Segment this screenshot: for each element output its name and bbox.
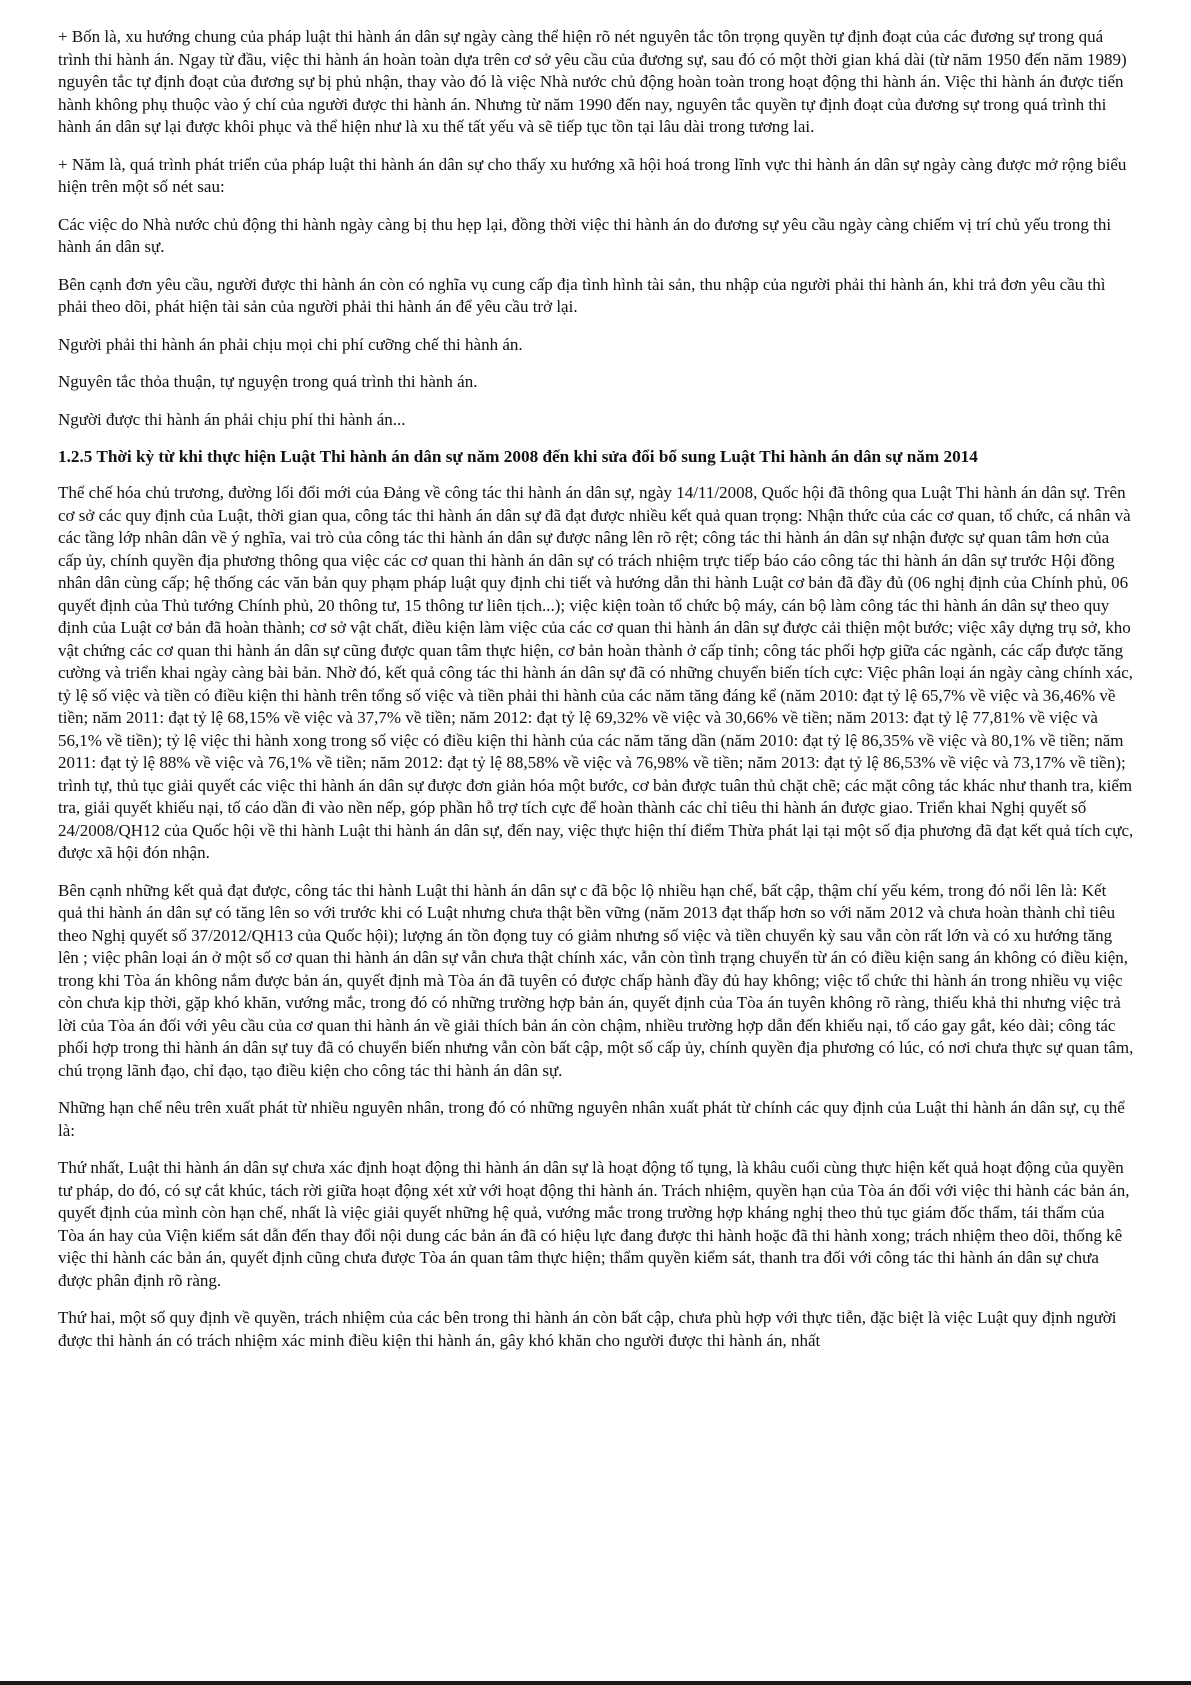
paragraph-enforcement-fee: Người được thi hành án phải chịu phí thi hành án... (58, 409, 406, 429)
paragraph-state-enforcement: Các việc do Nhà nước chủ động thi hành ngày càng bị thu hẹp lại, đồng thời việc thi hành án do đương sự yêu cầu ngày càng chiếm vị trí chủ yếu trong thi hành án dân sự. (58, 214, 1112, 256)
paragraph-request-obligation: Bên cạnh đơn yêu cầu, người được thi hành án còn có nghĩa vụ cung cấp địa tình hình tài sản, thu nhập của người phải thi hành án, khi trả đơn yêu cầu thì phải theo dõi, phát hiện tài sản của người phải thi hành án để yêu cầu trở lại. (58, 274, 1106, 316)
paragraph-law-2008-results: Thể chế hóa chủ trương, đường lối đổi mới của Đảng về công tác thi hành án dân sự, ngày 14/11/2008, Quốc hội đã thông qua Luật Thi hành án dân sự. Trên cơ sở các quy định của Luật, thời gian qua, công tác thi hành án dân sự đã đạt được nhiều kết quả quan trọng: Nhận thức của các cơ quan, tổ chức, cá nhân và các tầng lớp nhân dân về ý nghĩa, vai trò của công tác thi hành án dân sự được nâng lên rõ rệt; công tác thi hành án dân sự nhận được sự quan tâm hơn của cấp ủy, chính quyền địa phương thông qua việc các cơ quan thi hành án dân sự có trách nhiệm trực tiếp báo cáo công tác thi hành án dân sự trước Hội đồng nhân dân cùng cấp; hệ thống các văn bản quy phạm pháp luật quy định chi tiết và hướng dẫn thi hành Luật cơ bản đã đầy đủ (06 nghị định của Chính phủ, 06 quyết định của Thủ tướng Chính phủ, 20 thông tư, 15 thông tư liên tịch...); việc kiện toàn tổ chức bộ máy, cán bộ làm công tác thi hành án dân sự theo quy định của Luật cơ bản đã hoàn thành; cơ sở vật chất, điều kiện làm việc của các cơ quan thi hành án dân sự được cải thiện một bước; việc xây dựng trụ sở, kho vật chứng các cơ quan thi hành án dân sự cũng được quan tâm thực hiện, cơ bản hoàn thành ở cấp tỉnh; công tác phối hợp giữa các ngành, các cấp được tăng cường và triển khai ngày càng bài bản. Nhờ đó, kết quả công tác thi hành án dân sự đã có những chuyển biến tích cực: Việc phân loại án ngày càng chính xác, tỷ lệ số việc và tiền có điều kiện thi hành trên tổng số việc và tiền phải thi hành của các năm tăng đáng kể (năm 2010: đạt tỷ lệ 65,7% về việc và 36,46% về tiền; năm 2011: đạt tỷ lệ 68,15% về việc và 37,7% về tiền; năm 2012: đạt tỷ lệ 69,32% về việc và 30,66% về tiền; năm 2013: đạt tỷ lệ 77,81% về việc và 56,1% về tiền); tỷ lệ việc thi hành xong trong số việc có điều kiện thi hành của các năm tăng dần (năm 2010: đạt tỷ lệ 86,35% về việc và 80,1% về tiền; năm 2011: đạt tỷ lệ 88% về việc và 76,1% về tiền; năm 2012: đạt tỷ lệ 88,58% về việc và 76,98% về tiền; năm 2013: đạt tỷ lệ 86,53% về việc và 73,17% về tiền); trình tự, thủ tục giải quyết các việc thi hành án dân sự được đơn giản hóa một bước, cơ bản được tuân thủ chặt chẽ; các mặt công tác khác như thanh tra, kiểm tra, giải quyết khiếu nại, tố cáo dần đi vào nền nếp, góp phần hỗ trợ tích cực để hoàn thành các chỉ tiêu thi hành án được giao. Triển khai Nghị quyết số 24/2008/QH12 của Quốc hội về thi hành Luật thi hành án dân sự, đến nay, việc thực hiện thí điểm Thừa phát lại tại một số địa phương đã đạt kết quả tích cực, được xã hội đón nhận. (58, 483, 1134, 862)
paragraph-second-cause: Thứ hai, một số quy định về quyền, trách nhiệm của các bên trong thi hành án còn bất cập, chưa phù hợp với thực tiễn, đặc biệt là việc Luật quy định người được thi hành án có trách nhiệm xác minh điều kiện thi hành án, gây khó khăn cho người được thi hành án, nhất (58, 1308, 1117, 1350)
paragraph-causes: Những hạn chế nêu trên xuất phát từ nhiều nguyên nhân, trong đó có những nguyên nhân xuất phát từ chính các quy định của Luật thi hành án dân sự, cụ thể là: (58, 1098, 1125, 1140)
paragraph-fourth-trend: + Bốn là, xu hướng chung của pháp luật thi hành án dân sự ngày càng thể hiện rõ nét nguyên tắc tôn trọng quyền tự định đoạt của các đương sự trong quá trình thi hành án. Ngay từ đầu, việc thi hành án hoàn toàn dựa trên cơ sở yêu cầu của đương sự, sau đó có một thời gian khá dài (từ năm 1950 đến năm 1989) nguyên tắc tự định đoạt của đương sự bị phủ nhận, thay vào đó là việc Nhà nước chủ động hoàn toàn trong hoạt động thi hành án. Việc thi hành án được tiến hành không phụ thuộc vào ý chí của người được thi hành án. Nhưng từ năm 1990 đến nay, nguyên tắc quyền tự định đoạt của đương sự trong quá trình thi hành án dân sự lại được khôi phục và thể hiện như là xu thế tất yếu và sẽ tiếp tục tồn tại lâu dài trong tương lai. (58, 27, 1127, 136)
section-heading-1-2-5: 1.2.5 Thời kỳ từ khi thực hiện Luật Thi hành án dân sự năm 2008 đến khi sửa đổi bổ sung Luật Thi hành án dân sự năm 2014 (58, 447, 978, 466)
paragraph-coercion-costs: Người phải thi hành án phải chịu mọi chi phí cưỡng chế thi hành án. (58, 334, 523, 354)
paragraph-agreement-principle: Nguyên tắc thỏa thuận, tự nguyện trong quá trình thi hành án. (58, 372, 478, 391)
paragraph-fifth-trend: + Năm là, quá trình phát triển của pháp luật thi hành án dân sự cho thấy xu hướng xã hội hoá trong lĩnh vực thi hành án dân sự ngày càng được mở rộng biểu hiện trên một số nét sau: (58, 154, 1127, 196)
page-bottom-border (0, 1681, 1191, 1685)
paragraph-first-cause: Thứ nhất, Luật thi hành án dân sự chưa xác định hoạt động thi hành án dân sự là hoạt động tố tụng, là khâu cuối cùng thực hiện kết quả hoạt động của quyền tư pháp, do đó, có sự cắt khúc, tách rời giữa hoạt động xét xử với hoạt động thi hành án. Trách nhiệm, quyền hạn của Tòa án đối với việc thi hành các bản án, quyết định của mình còn hạn chế, nhất là việc giải quyết những hệ quả, vướng mắc trong trường hợp kháng nghị theo thủ tục giám đốc thẩm, tái thẩm của Tòa án hay của Viện kiểm sát dẫn đến thay đổi nội dung các bản án đã có hiệu lực đang được thi hành hoặc đã thi hành xong; trách nhiệm theo dõi, thống kê việc thi hành các bản án, quyết định cũng chưa được Tòa án quan tâm thực hiện; thẩm quyền kiểm sát, thanh tra đối với công tác thi hành án dân sự chưa được phân định rõ ràng. (58, 1158, 1130, 1290)
paragraph-limitations: Bên cạnh những kết quả đạt được, công tác thi hành Luật thi hành án dân sự c đã bộc lộ nhiều hạn chế, bất cập, thậm chí yếu kém, trong đó nổi lên là: Kết quả thi hành án dân sự có tăng lên so với trước khi có Luật nhưng chưa thật bền vững (năm 2013 đạt thấp hơn so với năm 2012 và chưa hoàn thành chỉ tiêu theo Nghị quyết số 37/2012/QH13 của Quốc hội); lượng án tồn đọng tuy có giảm nhưng số việc và tiền chuyển kỳ sau vẫn còn rất lớn và có xu hướng tăng lên ; việc phân loại án ở một số cơ quan thi hành án dân sự vẫn chưa thật chính xác, vẫn còn tình trạng chuyển từ án có điều kiện sang án không có điều kiện, trong khi Tòa án không nắm được bản án, quyết định mà Tòa án đã tuyên có được chấp hành đầy đủ hay không; việc tổ chức thi hành án trong nhiều vụ việc còn chưa kịp thời, gặp khó khăn, vướng mắc, trong đó có những trường hợp bản án, quyết định của Tòa án tuyên không rõ ràng, thiếu khả thi nhưng việc trả lời của Tòa án đối với yêu cầu của cơ quan thi hành án về giải thích bản án còn chậm, nhiều trường hợp dẫn đến khiếu nại, tố cáo gay gắt, kéo dài; công tác phối hợp trong thi hành án dân sự tuy đã có chuyển biến nhưng vẫn còn bất cập, một số cấp ủy, chính quyền địa phương có lúc, có nơi chưa thực sự quan tâm, chú trọng lãnh đạo, chỉ đạo, tạo điều kiện cho công tác thi hành án dân sự. (58, 880, 1134, 1080)
document-page (58, 26, 1134, 1367)
